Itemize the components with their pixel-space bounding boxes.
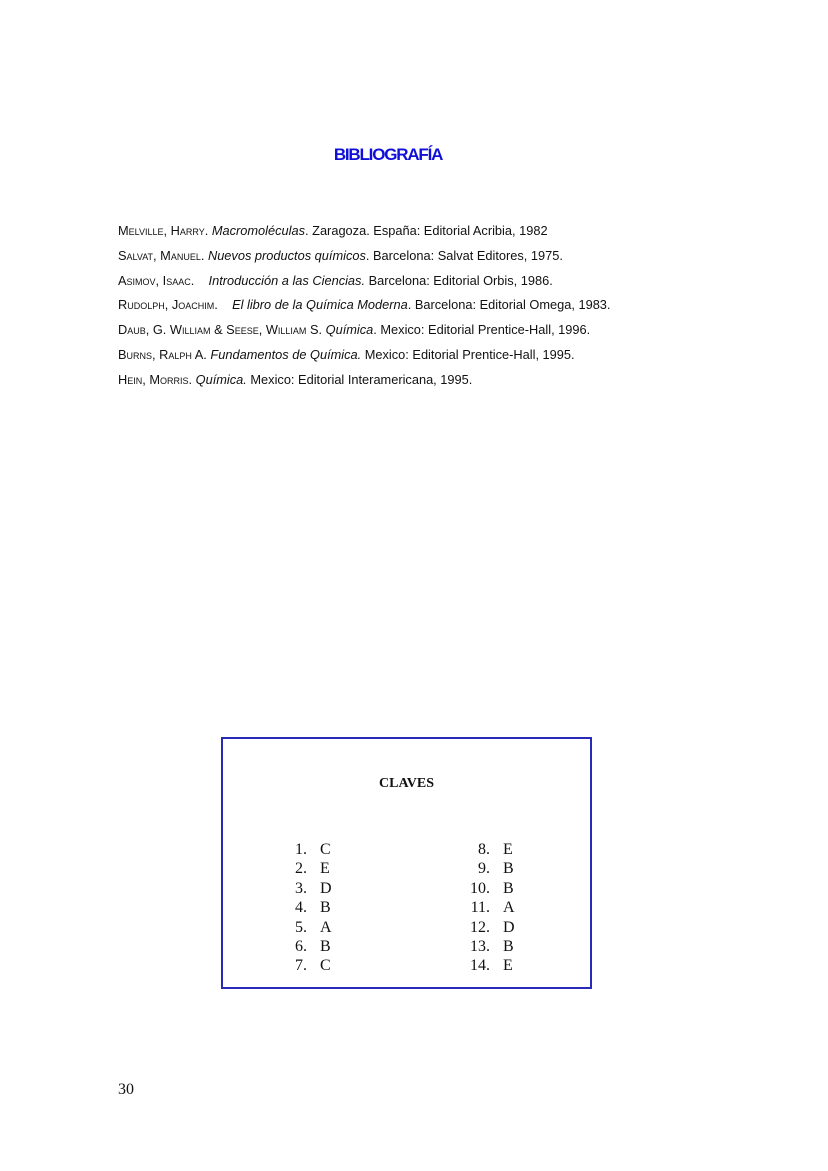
answer-row [275, 937, 332, 956]
reference-item [118, 321, 610, 346]
reference-author: Hein, Morris. [118, 371, 193, 387]
answer-row [458, 956, 515, 975]
answer-row [458, 859, 515, 878]
answer-row [458, 898, 515, 917]
reference-details: Mexico: Editorial Interamericana, 1995. [246, 371, 473, 387]
page-number: 30 [118, 1081, 134, 1098]
answer-letter: E [320, 860, 330, 878]
answer-number: 3. [295, 879, 307, 897]
answer-row [458, 840, 515, 859]
reference-author: Daub, G. William & Seese, William S. [118, 322, 323, 338]
answer-key-heading: CLAVES [379, 776, 434, 791]
answer-number: 5. [295, 918, 307, 936]
answer-letter: A [320, 918, 332, 936]
answer-number: 7. [295, 957, 307, 975]
reference-title: Nuevos productos químicos [207, 247, 366, 263]
reference-author: Burns, Ralph A. [118, 346, 207, 362]
answer-number: 9. [478, 860, 490, 878]
page-title: BIBLIOGRAFÍA [333, 145, 443, 164]
answer-letter: D [503, 918, 515, 936]
answer-letter: B [503, 937, 514, 955]
answer-row [275, 859, 332, 878]
answer-row [458, 937, 515, 956]
reference-details: Barcelona: Editorial Orbis, 1986. [365, 272, 553, 288]
answer-row [275, 840, 332, 859]
answer-letter: A [503, 899, 515, 917]
answer-column-right [458, 840, 515, 976]
answer-letter: C [320, 957, 331, 975]
answer-number: 4. [295, 899, 307, 917]
answer-letter: E [503, 841, 513, 858]
answer-number: 6. [295, 937, 307, 955]
reference-author: Asimov, Isaac. [118, 272, 195, 288]
answer-number: 11. [470, 899, 490, 917]
reference-list [118, 222, 610, 396]
answer-row [275, 879, 332, 898]
reference-item [118, 371, 610, 396]
answer-row [275, 956, 332, 975]
answer-row [275, 918, 332, 937]
answer-number: 14. [470, 957, 490, 975]
reference-details: . Zaragoza. España: Editorial Acribia, 1982 [305, 223, 548, 238]
reference-item [118, 247, 610, 272]
reference-item [118, 296, 610, 321]
answer-letter: B [320, 937, 331, 955]
answer-number: 10. [470, 879, 490, 897]
reference-title: Fundamentos de Química. [210, 346, 362, 362]
reference-author: Rudolph, Joachim. [118, 297, 218, 313]
reference-title: Macromoléculas [211, 223, 306, 238]
answer-row [458, 879, 515, 898]
reference-item [118, 222, 610, 247]
answer-letter: B [503, 879, 514, 897]
reference-item [118, 272, 610, 297]
answer-number: 13. [470, 937, 490, 955]
answer-key-box [221, 737, 592, 989]
answer-letter: B [503, 860, 514, 878]
reference-title: Química [325, 322, 374, 338]
reference-title: El libro de la Química Moderna [232, 297, 408, 313]
reference-details: . Mexico: Editorial Prentice-Hall, 1996. [373, 322, 591, 338]
reference-title: Química. [195, 371, 247, 387]
answer-letter: E [503, 957, 513, 975]
reference-details: . Barcelona: Editorial Omega, 1983. [407, 297, 611, 313]
reference-title: Introducción a las Ciencias. [208, 272, 366, 288]
answer-number: 12. [470, 918, 490, 936]
answer-letter: C [320, 841, 331, 858]
reference-author: Salvat, Manuel. [118, 247, 205, 263]
answer-row [275, 898, 332, 917]
answer-number: 8. [478, 841, 490, 858]
answer-number: 1. [295, 841, 307, 858]
answer-column-left [275, 840, 332, 976]
answer-letter: D [320, 879, 332, 897]
answer-row [458, 918, 515, 937]
reference-details: . Barcelona: Salvat Editores, 1975. [365, 247, 563, 263]
answer-letter: B [320, 899, 331, 917]
reference-details: Mexico: Editorial Prentice-Hall, 1995. [361, 346, 575, 362]
answer-number: 2. [295, 860, 307, 878]
reference-author: Melville, Harry. [118, 223, 209, 238]
reference-item [118, 346, 610, 371]
